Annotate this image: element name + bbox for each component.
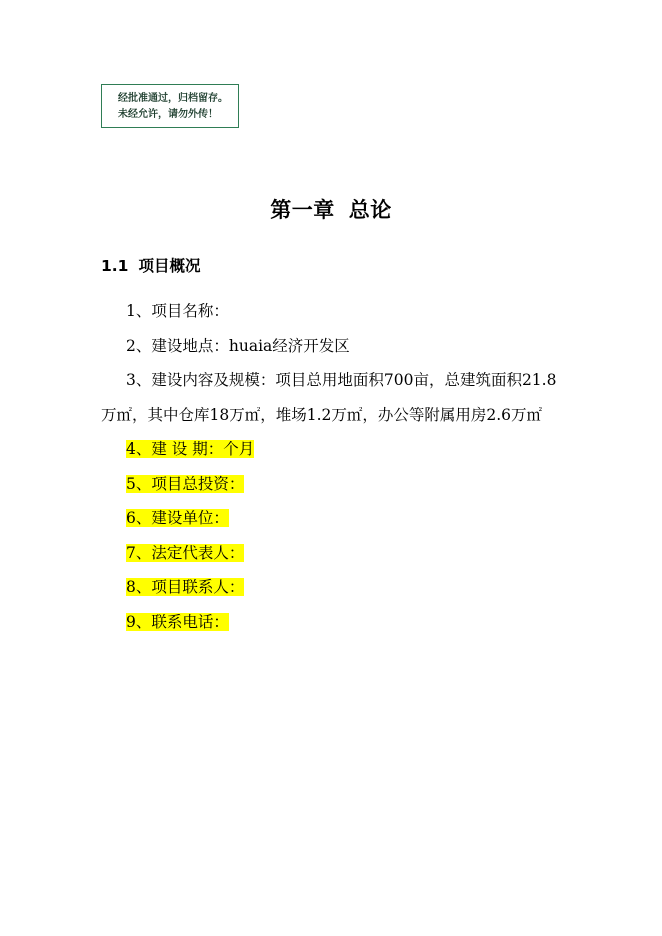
item-text: 3、建设内容及规模：项目总用地面积700亩，总建筑面积21.8万㎡，其中仓库18万㎡，堆场1.2万㎡，办公等附属用房2.6万㎡ (101, 371, 557, 424)
item-text: 8、项目联系人： (126, 578, 245, 596)
chapter-name: 总论 (348, 197, 392, 222)
project-overview-list (101, 294, 571, 639)
list-item (101, 501, 571, 536)
list-item (101, 329, 571, 364)
section-heading (101, 254, 200, 276)
item-text: 4、建 设 期：个月 (126, 440, 255, 458)
list-item (101, 363, 571, 432)
item-text: 5、项目总投资： (126, 474, 245, 493)
section-number: 1.1 (101, 257, 129, 275)
list-item (101, 570, 571, 605)
list-item (101, 467, 571, 502)
item-text: 9、联系电话： (126, 612, 229, 631)
item-text: 1、项目名称： (126, 302, 229, 320)
list-item (101, 536, 571, 571)
list-item (101, 432, 571, 467)
approval-stamp (101, 84, 239, 128)
stamp-line-2: 未经允许，请勿外传！ (118, 109, 218, 120)
item-text: 6、建设单位： (126, 509, 229, 527)
chapter-number: 第一章 (270, 197, 335, 222)
section-title: 项目概况 (138, 257, 201, 275)
list-item (101, 294, 571, 329)
item-text: 7、法定代表人： (126, 543, 245, 562)
item-text: 2、建设地点：huaia经济开发区 (126, 336, 350, 355)
list-item (101, 605, 571, 640)
chapter-title (0, 194, 662, 224)
stamp-line-1: 经批准通过，归档留存。 (118, 93, 228, 104)
